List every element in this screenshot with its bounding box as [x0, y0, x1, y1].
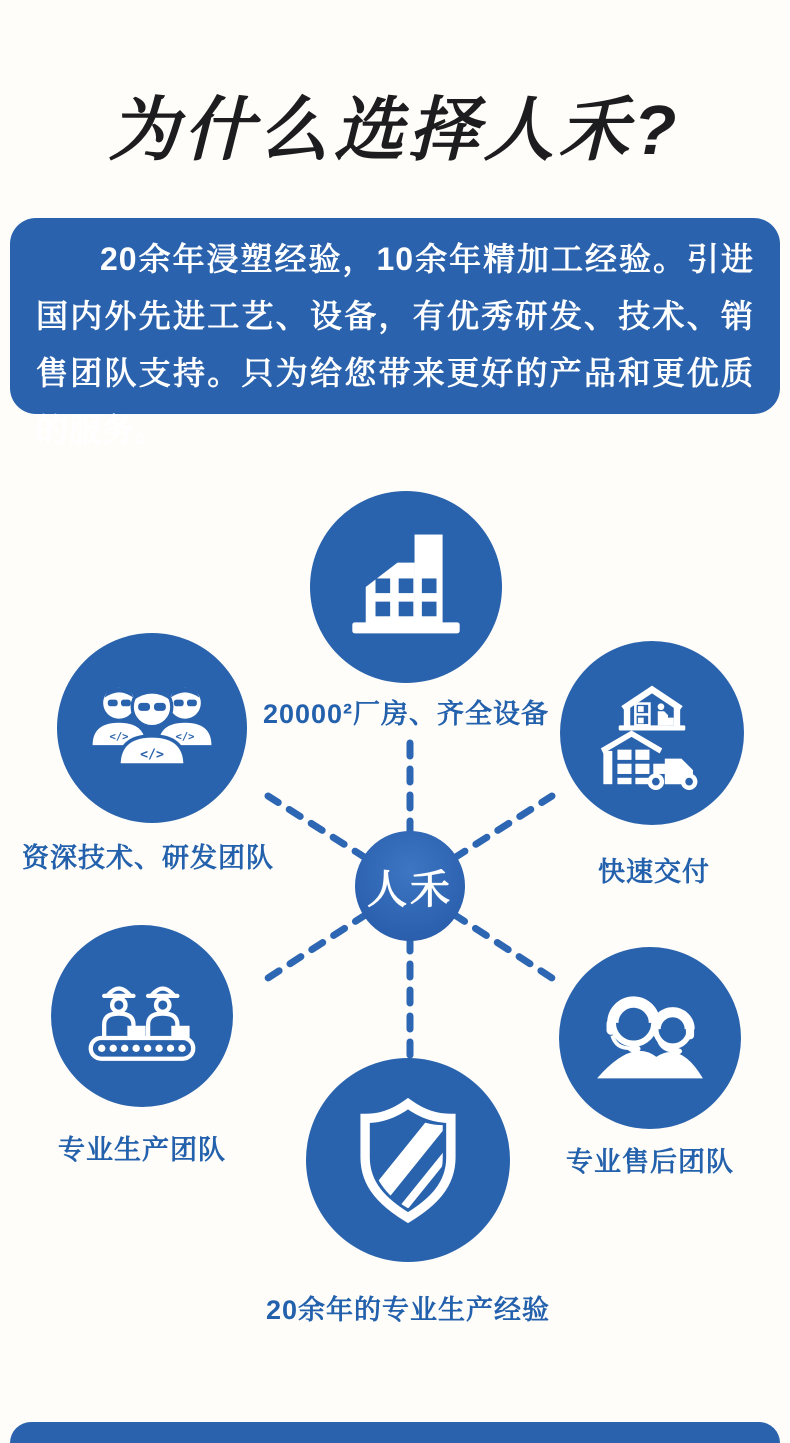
experience-node: [306, 1058, 510, 1262]
svg-text:</>: </>: [140, 747, 164, 763]
delivery-truck-icon: [588, 669, 716, 797]
aftersales-label: 专业售后团队: [566, 1147, 734, 1177]
rd-team-icon: [86, 662, 218, 794]
factory-label: 20000²厂房、齐全设备: [262, 699, 550, 729]
page-title: 为什么选择人禾?: [108, 91, 682, 169]
aftersales-node: [559, 947, 741, 1129]
intro-text: 20余年浸塑经验，10余年精加工经验。引进国内外先进工艺、设备，有优秀研发、技术、销售团队支持。只为给您带来更好的产品和更优质的服务。: [36, 241, 754, 448]
brand-hub-label: 人禾: [367, 867, 453, 912]
svg-text:</>: </>: [175, 730, 195, 743]
rd-team-label: 资深技术、研发团队: [22, 843, 274, 873]
next-section-peek: [10, 1422, 780, 1443]
intro-box: [10, 218, 780, 448]
customer-service-icon: [587, 975, 713, 1101]
delivery-label: 快速交付: [598, 857, 710, 887]
why-choose-diagram: [0, 470, 790, 1340]
production-line-icon: [81, 955, 203, 1077]
brand-hub: [355, 831, 465, 941]
production-node: [51, 925, 233, 1107]
factory-icon: [345, 526, 467, 648]
delivery-node: [560, 641, 744, 825]
shield-icon: [341, 1093, 475, 1227]
production-label: 专业生产团队: [58, 1135, 226, 1165]
rd-team-node: [57, 633, 247, 823]
svg-text:</>: </>: [109, 730, 129, 743]
experience-label: 20余年的专业生产经验: [265, 1295, 551, 1325]
factory-node: [310, 491, 502, 683]
